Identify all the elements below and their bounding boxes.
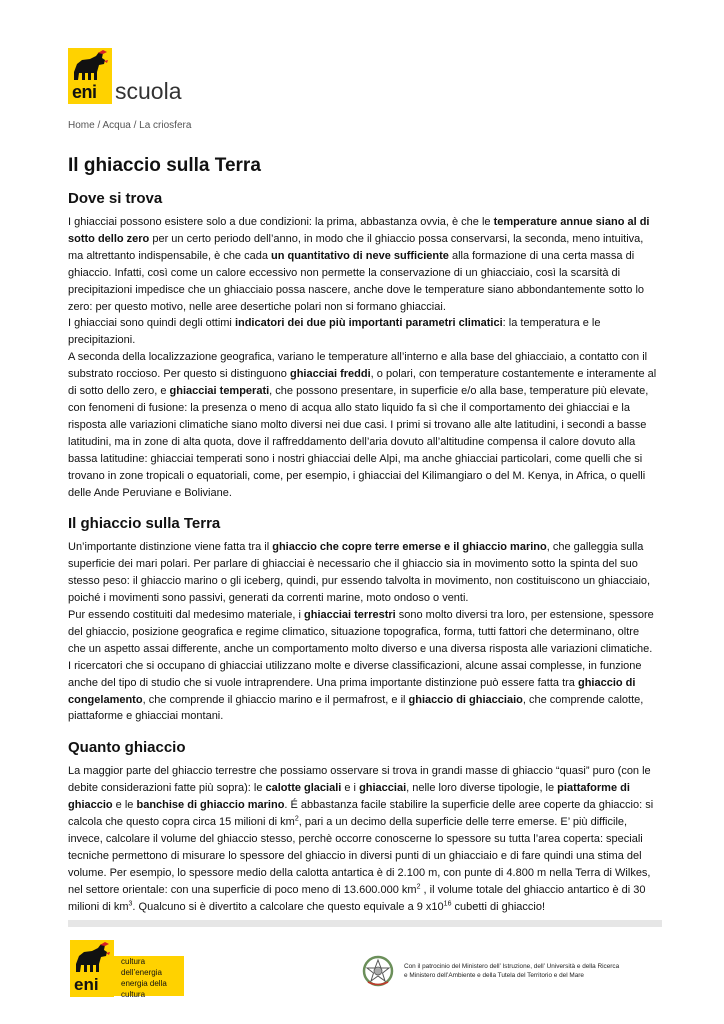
footer-divider: [68, 920, 662, 927]
paragraph: [68, 658, 658, 726]
text-run: I ricercatori che si occupano di ghiacciai utilizzano molte e diverse classificazioni, alcune assai complesse, in funzione anche del tipo di studio che si vuole intraprendere. Una prima importante distinzione può essere fatta tra: [68, 659, 642, 689]
patronage-line: Con il patrocinio del Ministero dell’ Istruzione, dell’ Università e della Ricerca: [404, 963, 620, 970]
text-run: alla formazione di una certa massa di ghiaccio. Infatti, così come un calore eccessivo non permette la conservazione di un ghiacciaio, così la scarsità di precipitazioni impedisce che un ghiacciaio possa nascere, anche dove le temperature siano abbondantemente sotto lo zero: per questo motivo, nelle aree desertiche polari non si formano ghiacciai.: [68, 249, 645, 313]
section-heading: Il ghiaccio sulla Terra: [68, 515, 221, 533]
paragraph: [68, 214, 658, 315]
paragraph: [68, 539, 658, 607]
bold-term: piattaforme di ghiaccio: [68, 782, 630, 812]
bold-term: banchise di ghiaccio marino: [136, 799, 285, 812]
text-run: sono molto diversi tra loro, per estensione, spessore del ghiaccio, posizione geografica e regime climatico, situazione topografica, forma, tutti fattori che determinano, oltre che un aspetto assai differente, anche un comportamento molto diverso e una diversa risposta alle variazioni climatiche.: [68, 609, 654, 655]
breadcrumb[interactable]: Home / Acqua / La criosfera: [68, 120, 192, 131]
section-heading: Quanto ghiaccio: [68, 739, 186, 757]
text-run: , pari a un decimo della superficie delle terre emerse. E’ più difficile, invece, calcolare il volume del ghiaccio stesso, perchè occorre conoscerne lo spessore su tutta l’area coperta: speciali tecniche permettono di misurare lo spessore del ghiaccio in diversi punti di un ghiacciaio e di fare quindi una stima del volume. Per esempio, lo spessore medio della calotta antartica è di 2.100 m, con punte di 4.800 m nella Terra di Wilkes, nel settore orientale: con una superficie di poco meno di 13.600.000 km: [68, 816, 651, 896]
paragraph: [68, 607, 658, 658]
text-run: cubetti di ghiaccio!: [451, 900, 546, 913]
bold-term: ghiacciai freddi: [289, 368, 371, 381]
superscript: 16: [443, 899, 452, 907]
section-dove-si-trova: [68, 190, 658, 501]
paragraph: [68, 763, 658, 915]
eni-scuola-logo[interactable]: [68, 48, 186, 106]
text-run: : la temperatura e le precipitazioni.: [68, 317, 601, 347]
eni-wordmark: eni: [72, 82, 97, 102]
superscript: 2: [294, 815, 299, 823]
eni-cultura-logo[interactable]: [70, 940, 182, 997]
text-run: Un’importante distinzione viene fatta tra il: [68, 541, 273, 554]
superscript: 2: [416, 883, 421, 891]
text-run: . É abbastanza facile stabilire la superficie delle aree coperte da ghiaccio: si calcola che questo copra circa 15 milioni di km: [68, 799, 654, 829]
text-run: I ghiacciai possono esistere solo a due condizioni: la prima, abbastanza ovvia, è che le: [68, 216, 494, 228]
section-ghiaccio-sulla-terra: [68, 515, 658, 725]
text-run: e i: [341, 782, 360, 795]
text-run: La maggior parte del ghiaccio terrestre che possiamo osservare si trova in grandi masse di ghiaccio “quasi” puro (con le debite considerazioni fatte più sopra): le: [68, 765, 651, 795]
text-run: per un certo periodo dell’anno, in modo che il ghiaccio possa conservarsi, la seconda, meno intuitiva, ma altrettanto indispensabile, è che cada: [68, 232, 644, 262]
text-run: . Qualcuno si è divertito a calcolare che questo equivale a 9 x10: [132, 900, 444, 913]
eni-dog-badge: [70, 940, 114, 997]
text-run: e le: [112, 799, 137, 812]
six-legged-dog-icon: [70, 50, 110, 84]
bold-term: ghiacciai temperati: [169, 385, 270, 398]
eni-dog-badge: [68, 48, 112, 104]
bold-term: ghiaccio di ghiacciaio: [408, 693, 523, 706]
footer-tagline: [114, 956, 184, 999]
text-run: , o polari, con temperature costantemente e interamente al di sotto dello zero, e: [68, 368, 657, 398]
text-run: , che comprende il ghiaccio marino e il permafrost, e il: [142, 693, 409, 706]
six-legged-dog-icon: [72, 942, 112, 976]
paragraph: [68, 315, 658, 349]
bold-term: un quantitativo di neve sufficiente: [271, 249, 449, 262]
bold-term: ghiaccio che copre terre emerse e il ghiaccio marino: [272, 541, 547, 554]
bold-term: indicatori dei due più importanti parametri climatici: [234, 317, 503, 330]
scuola-wordmark: scuola: [115, 78, 182, 104]
italian-republic-emblem-icon: [362, 955, 394, 987]
bold-term: calotte glaciali: [265, 782, 342, 795]
text-run: , che possono presentare, in superficie e/o alla base, temperature più elevate, con fenomeni di fusione: la presenza o meno di acqua allo stato liquido fa sì che il comportamento dei ghiacciai e la risposta alle variazioni climatiche siano molto diversi nei due casi. I primi si trovano alle alte latitudini, i secondi a basse latitudini, ma in zone di alta quota, dove il raffreddamento dell’aria dovuto all’altitudine compensa il calore dovuto alla bassa latitudine: ghiacciai temperati sono i nostri ghiacciai delle Alpi, ma anche ghiacciai particolari, come quelli che si trovano in zone tropicali o equatoriali, come, per esempio, i ghiacciai del Kilimangiaro o del M. Kenya, in Africa, o quelli delle Ande Peruviane e Boliviane.: [68, 385, 649, 499]
text-run: Pur essendo costituiti dal medesimo materiale, i: [68, 609, 304, 622]
eni-wordmark: eni: [74, 975, 99, 994]
page-title: Il ghiaccio sulla Terra: [68, 155, 261, 176]
article: [68, 154, 658, 916]
tagline-line: energia della cultura: [121, 979, 167, 999]
text-run: , il volume totale del ghiaccio antartico è di 30 milioni di km: [68, 883, 646, 913]
paragraph: [68, 349, 658, 501]
text-run: , che galleggia sulla superficie dei mari polari. Per parlare di ghiacciai è necessario che il ghiaccio sia in movimento sotto la spinta del suo stesso peso: il ghiaccio marino o gli iceberg, quindi, pur essendo talvolta in movimento, non costituiscono un ghiacciaio, poiché i movimenti sono passivi, generati da correnti marine, moto ondoso o venti.: [68, 541, 651, 605]
bold-term: ghiaccio di congelamento: [68, 676, 636, 706]
bold-term: ghiacciai: [359, 782, 407, 795]
patronage-text: [404, 962, 674, 980]
tagline-line: cultura dell’energia: [121, 957, 162, 977]
bold-term: ghiacciai terrestri: [304, 609, 396, 622]
text-run: A seconda della localizzazione geografica, variano le temperature all’interno e alla base del ghiacciaio, a contatto con il substrato roccioso. Per questo si distinguono: [68, 351, 648, 381]
bold-term: temperature annue siano al di sotto dello zero: [68, 216, 650, 245]
section-heading: Dove si trova: [68, 190, 163, 207]
text-run: I ghiacciai sono quindi degli ottimi: [68, 317, 235, 330]
section-quanto-ghiaccio: [68, 739, 658, 915]
superscript: 3: [128, 899, 133, 907]
patronage-line: e Ministero dell’Ambiente e della Tutela del Territorio e del Mare: [404, 972, 584, 979]
text-run: , che comprende calotte, piattaforme e ghiacciai montani.: [68, 693, 644, 723]
text-run: , nelle loro diverse tipologie, le: [406, 782, 558, 795]
